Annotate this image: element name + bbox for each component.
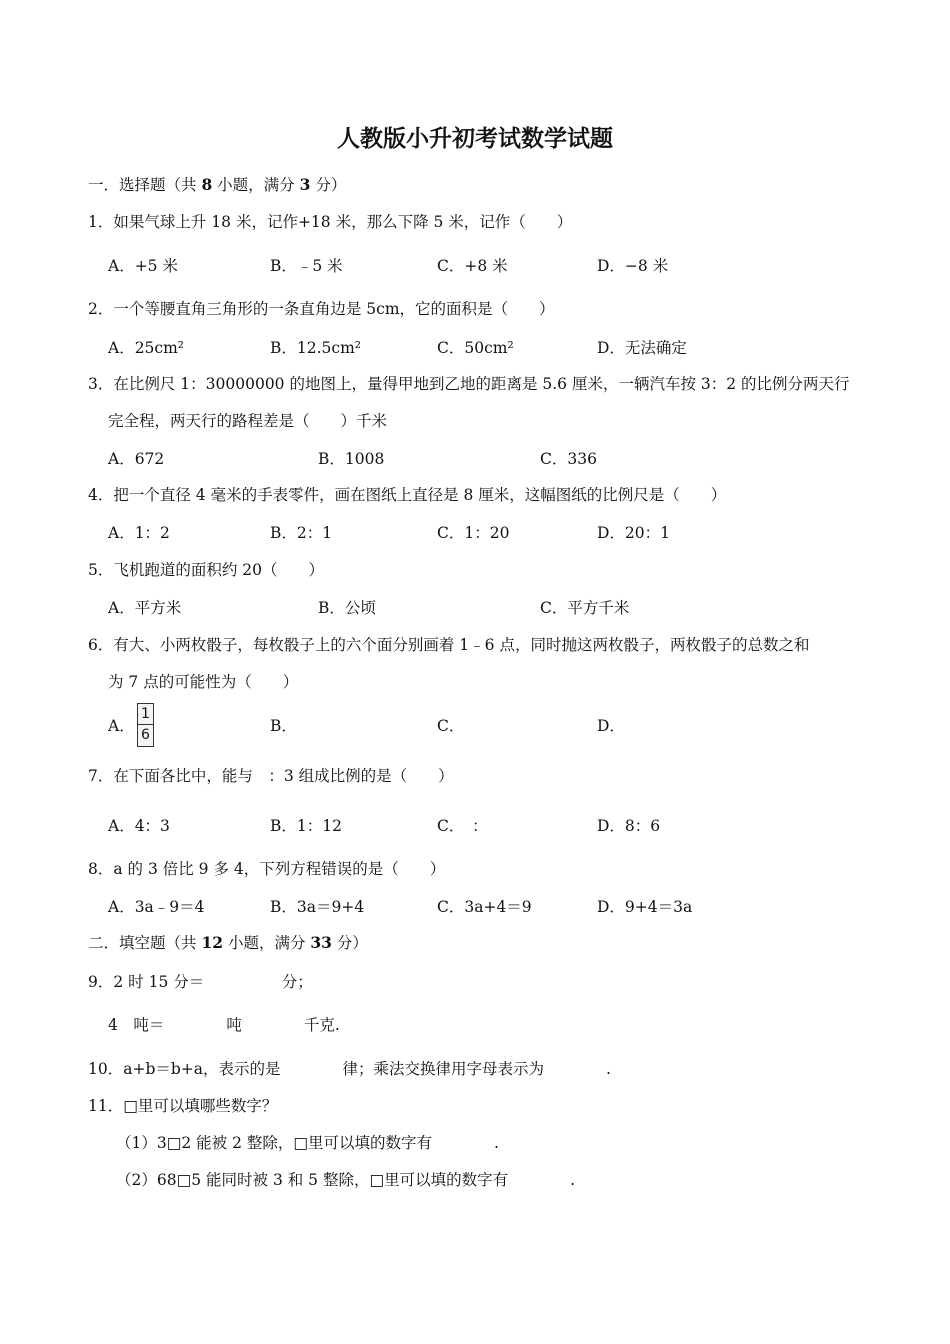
q5-option-b: B．公顷	[318, 599, 376, 617]
q7-option-d: D．8：6	[597, 817, 661, 835]
fraction-image	[137, 703, 154, 747]
section-1-text: 分）	[310, 176, 347, 194]
question-2-stem: 2．一个等腰直角三角形的一条直角边是 5cm，它的面积是（ ）	[88, 300, 555, 318]
section-1-count: 8	[201, 175, 213, 194]
q6-option-d: D．	[597, 717, 625, 735]
q5-option-c: C．平方千米	[540, 599, 630, 617]
question-1-stem: 1．如果气球上升 18 米，记作+18 米，那么下降 5 米，记作（ ）	[88, 213, 573, 231]
section-2-text: 二．填空题（共	[88, 934, 202, 952]
q2-option-c: C．50cm²	[437, 339, 514, 357]
q1-option-c: C．+8 米	[437, 257, 508, 275]
q8-option-a: A．3a﹣9＝4	[108, 898, 205, 916]
q6-option-b: B．	[270, 717, 297, 735]
q3-option-c: C．336	[540, 450, 597, 468]
q8-option-c: C．3a+4＝9	[437, 898, 532, 916]
q4-option-b: B．2：1	[270, 524, 333, 542]
section-2-text: 分）	[331, 934, 368, 952]
question-10: 10．a+b＝b+a，表示的是 律；乘法交换律用字母表示为 .	[88, 1060, 611, 1078]
section-1-text: 小题，满分	[212, 176, 300, 194]
q7-option-b: B．1：12	[270, 817, 342, 835]
q4-option-c: C．1：20	[437, 524, 510, 542]
question-8-stem: 8．a 的 3 倍比 9 多 4，下列方程错误的是（ ）	[88, 860, 446, 878]
q5-option-a: A．平方米	[108, 599, 182, 617]
q2-option-b: B．12.5cm²	[270, 339, 361, 357]
question-11-part-1: （1）3□2 能被 2 整除，□里可以填的数字有 .	[116, 1134, 499, 1152]
question-11-stem: 11．□里可以填哪些数字？	[88, 1097, 278, 1115]
q4-option-a: A．1：2	[108, 524, 170, 542]
q8-option-d: D．9+4＝3a	[597, 898, 693, 916]
question-3-stem: 3．在比例尺 1：30000000 的地图上，量得甲地到乙地的距离是 5.6 厘米，一辆汽车按 3：2 的比例分两天行	[88, 375, 850, 393]
q1-option-b: B．﹣5 米	[270, 257, 343, 275]
q2-option-a: A．25cm²	[108, 339, 185, 357]
q3-option-a: A．672	[108, 450, 165, 468]
question-9-line-1: 9．2 时 15 分＝ 分；	[88, 973, 313, 991]
q1-option-a: A．+5 米	[108, 257, 178, 275]
question-6-stem-cont: 为 7 点的可能性为（ ）	[108, 673, 299, 691]
q4-option-d: D．20：1	[597, 524, 671, 542]
q6-option-a: A．	[108, 717, 135, 735]
section-2-score: 33	[310, 933, 332, 952]
q8-option-b: B．3a＝9+4	[270, 898, 365, 916]
page-title: 人教版小升初考试数学试题	[337, 126, 613, 152]
section-1-score: 3	[299, 175, 311, 194]
section-1-text: 一．选择题（共	[88, 176, 202, 194]
question-9-line-2: 4 吨＝ 吨 千克.	[108, 1016, 340, 1034]
question-11-part-2: （2）68□5 能同时被 3 和 5 整除，□里可以填的数字有 .	[116, 1171, 576, 1189]
section-2-header	[88, 933, 368, 953]
section-1-header	[88, 175, 346, 195]
fraction-numerator: 1	[138, 704, 153, 725]
question-6-stem: 6．有大、小两枚骰子，每枚骰子上的六个面分别画着 1﹣6 点，同时抛这两枚骰子，两枚骰子的总数之和	[88, 636, 810, 654]
question-3-stem-cont: 完全程，两天行的路程差是（ ）千米	[108, 412, 388, 430]
q3-option-b: B．1008	[318, 450, 385, 468]
section-2-text: 小题，满分	[223, 934, 311, 952]
fraction-denominator: 6	[141, 727, 150, 743]
q7-option-a: A．4：3	[108, 817, 170, 835]
question-7-stem: 7．在下面各比中，能与 ：3 组成比例的是（ ）	[88, 767, 454, 785]
question-5-stem: 5．飞机跑道的面积约 20（ ）	[88, 561, 325, 579]
q2-option-d: D．无法确定	[597, 339, 687, 357]
section-2-count: 12	[201, 933, 224, 952]
q7-option-c: C． ：	[437, 817, 488, 835]
question-4-stem: 4．把一个直径 4 毫米的手表零件，画在图纸上直径是 8 厘米，这幅图纸的比例尺是（ ）	[88, 486, 727, 504]
q6-option-c: C．	[437, 717, 465, 735]
q1-option-d: D．−8 米	[597, 257, 669, 275]
